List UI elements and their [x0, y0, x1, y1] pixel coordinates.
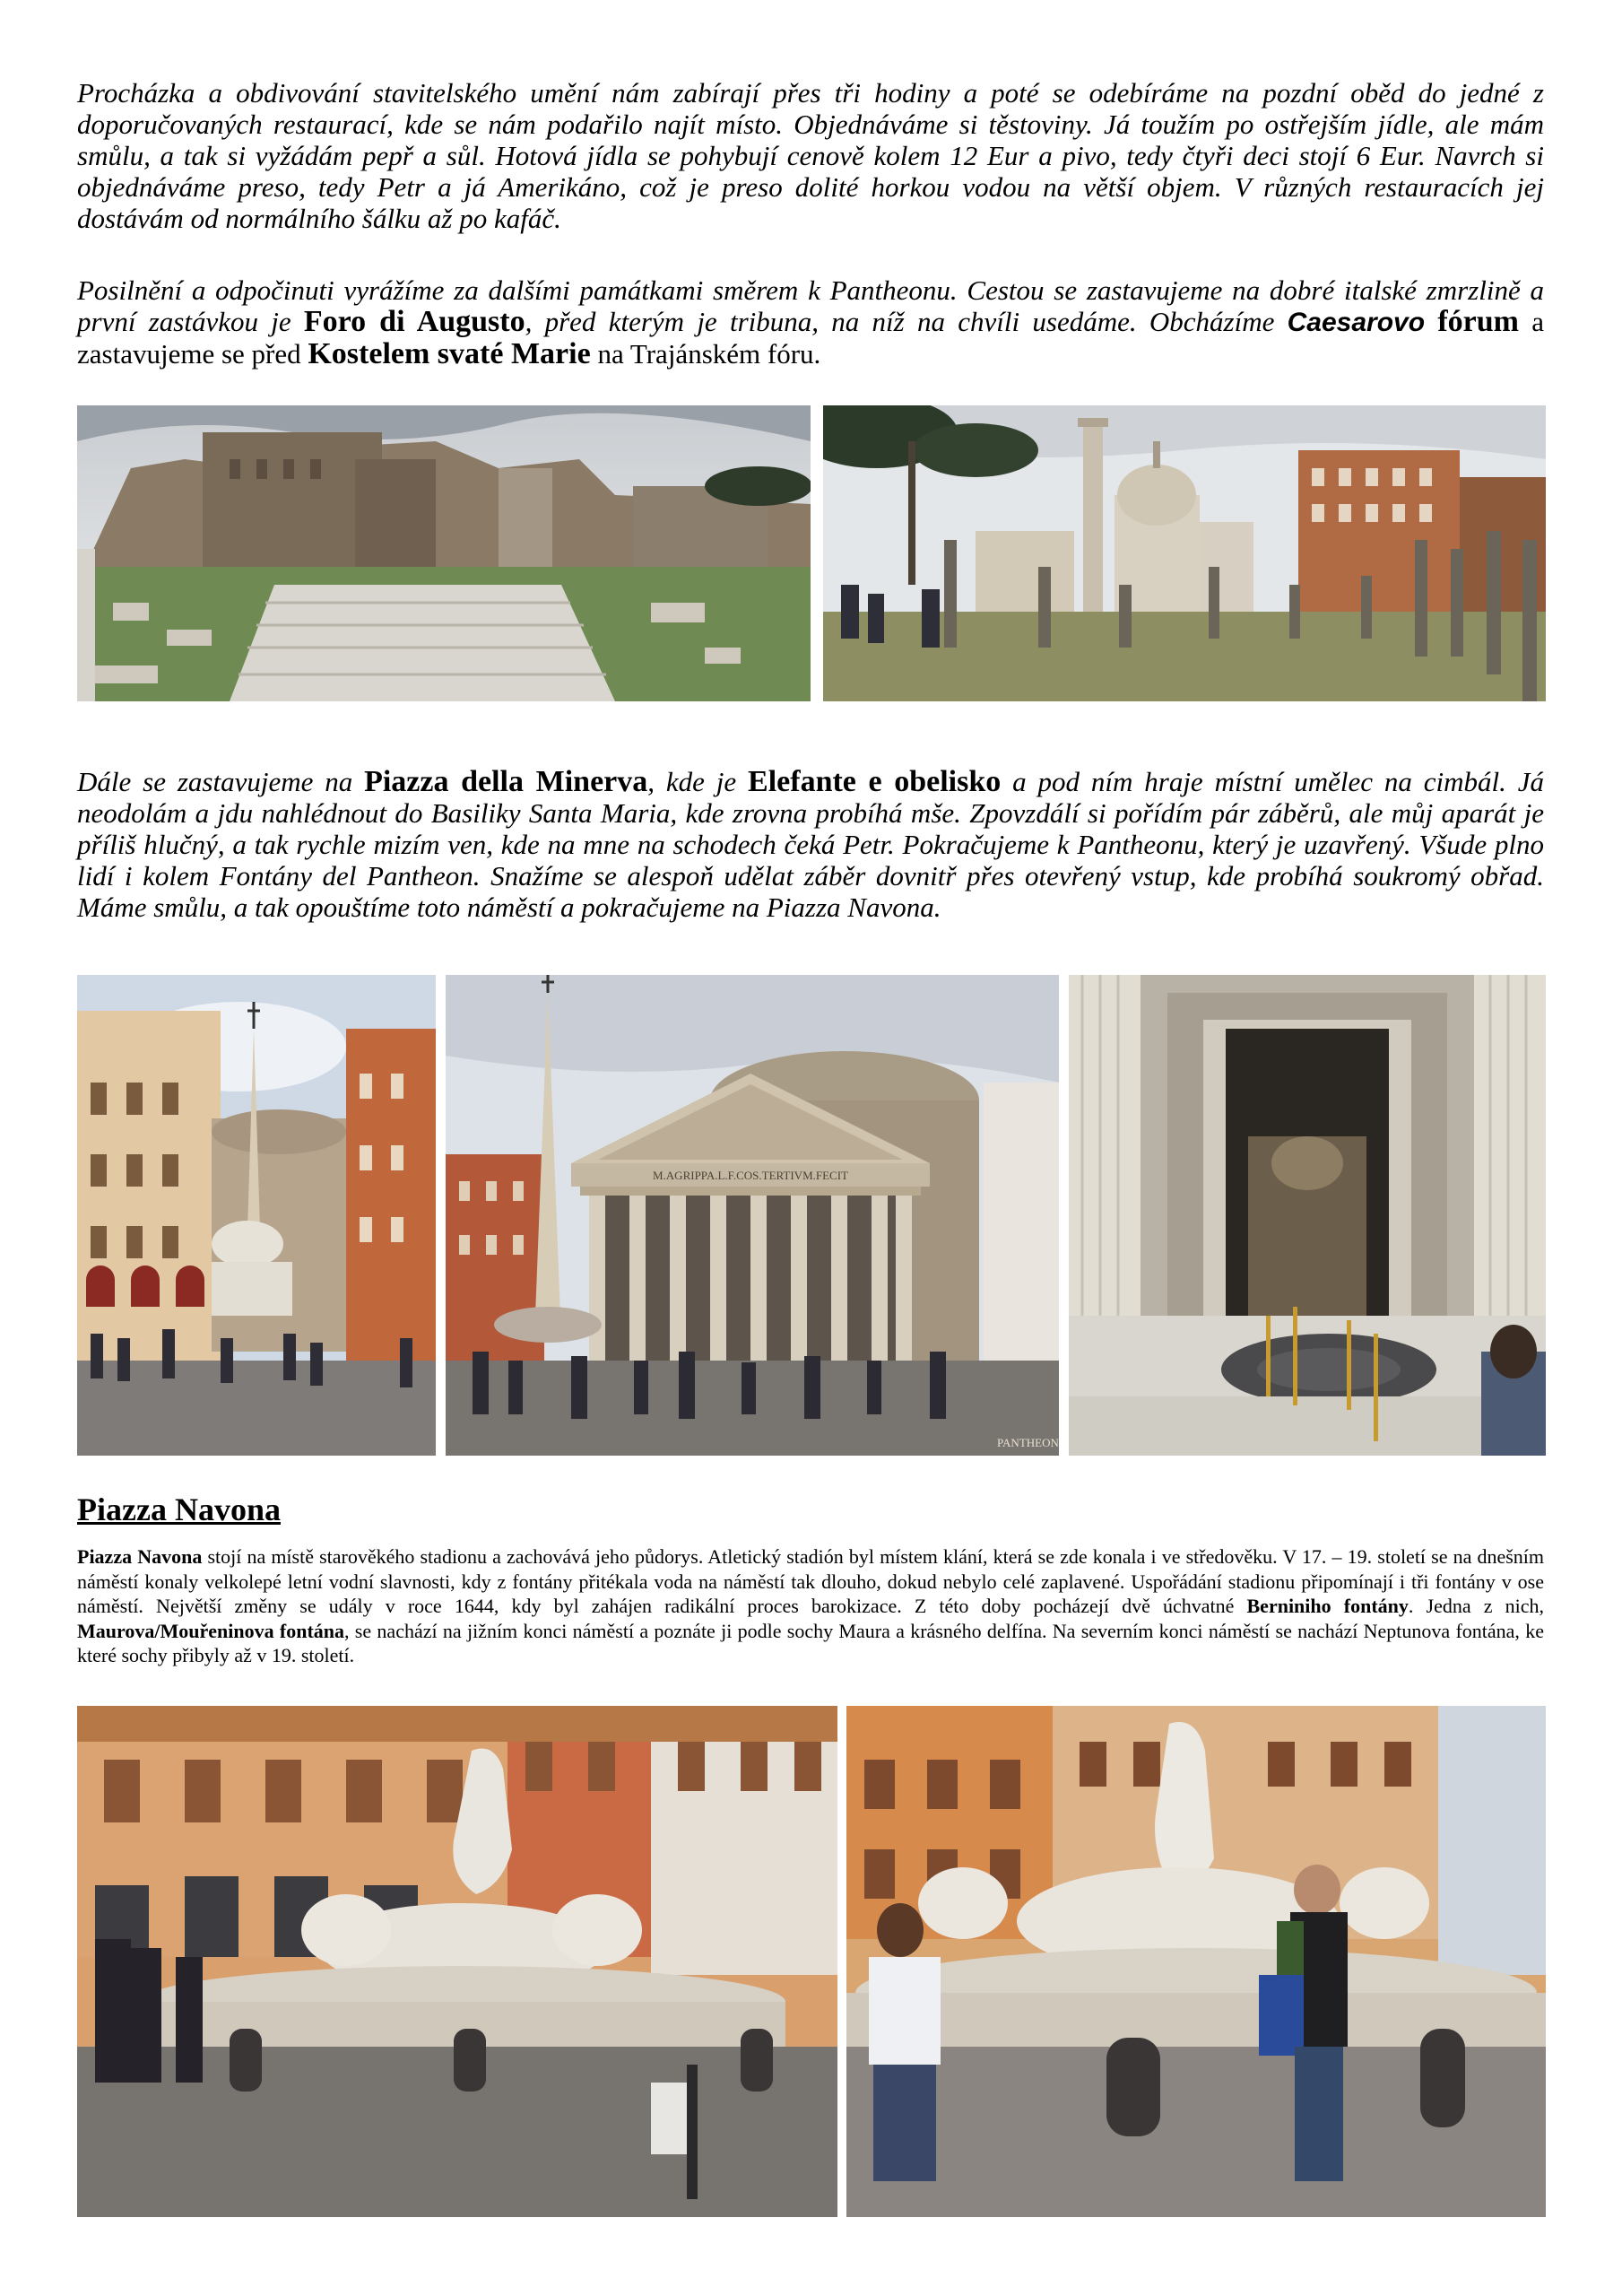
photo-fontana-del-moro — [77, 1706, 837, 2217]
text-run: Dále se zastavujeme na — [77, 766, 365, 797]
text-run: , před kterým je tribuna, na níž na chvíli usedáme. Obcházíme — [525, 306, 1288, 337]
text-run: , kde je — [647, 766, 749, 797]
bold-foro-di-augusto: Foro di Augusto — [303, 305, 525, 338]
photo-foro-di-augusto — [77, 405, 811, 701]
photo-watermark: PANTHEON — [997, 1436, 1059, 1449]
bold-berniniho-fontany: Berniniho fontány — [1246, 1595, 1409, 1617]
text-run: Posilnění a odpočinuti vyrážíme za dalšími památkami směrem k Pantheonu. Cestou se zastavujeme na dobré italské zmrzlině a první zastávkou je — [77, 274, 1544, 337]
text-run: na Trajánském fóru. — [590, 338, 821, 370]
paragraph-minerva — [77, 766, 1544, 923]
photo-trajan-forum — [823, 405, 1546, 701]
paragraph-lunch: Procházka a obdivování stavitelského umění nám zabírají přes tři hodiny a poté se odebíráme na pozdní oběd do jedné z doporučovaných restaurací, kde se nám podařilo najít místo. Objednáváme si těstoviny. Já toužím po ostřejším jídle, ale mám smůlu, a tak si vyžádám pepř a sůl. Hotová jídla se pohybují cenově kolem 12 Eur a pivo, tedy čtyři deci stojí 6 Eur. Navrch si objednáváme preso, tedy Petr a já Amerikáno, což je preso dolité horkou vodou na větší objem. V různých restauracích jej dostávám od normálního šálku až po kafáč. — [77, 77, 1544, 234]
bold-caesarovo: Caesarovo — [1287, 308, 1426, 337]
text-run: a zastavujeme se před — [77, 306, 1545, 370]
text-run: , se nachází na jižním konci náměstí a poznáte ji podle sochy Maura a krásného delfína. Na severním konci náměstí se nachází Neptunova fontána, ke které sochy přibyly až v 19. století. — [77, 1619, 1544, 1666]
pantheon-inscription: M.AGRIPPA.L.F.COS.TERTIVM.FECIT — [652, 1169, 849, 1182]
text-run: . Jedna z nich, — [1408, 1595, 1545, 1617]
section-title: Piazza Navona — [77, 1492, 281, 1527]
paragraph-forum — [77, 274, 1544, 370]
photo-fontana-del-nettuno — [846, 1706, 1546, 2217]
photo-pantheon-entrance — [1069, 975, 1546, 1456]
bold-elefante-e-obelisko: Elefante e obelisko — [748, 765, 1002, 798]
text-run: a pod ním hraje místní umělec na cimbál. Já neodolám a jdu nahlédnout do Basiliky Santa Maria, kde zrovna probíhá mše. Zpovzdálí si pořídím pár záběrů, ale můj aparát je příliš hlučný, a tak rychle mizím ven, kde na mne na schodech čeká Petr. Pokračujeme k Pantheonu, který je uzavřený. Všude plno lidí i kolem Fontány del Pantheon. Snažíme se alespoň udělat záběr dovnitř přes otevřený vstup, kde probíhá soukromý obřad. Máme smůlu, a tak opouštíme toto náměstí a pokračujeme na Piazza Navona. — [77, 766, 1545, 923]
section-description — [77, 1544, 1544, 1668]
bold-forum: fórum — [1437, 305, 1519, 338]
photo-pantheon — [446, 975, 1059, 1456]
bold-piazza-navona: Piazza Navona — [77, 1545, 203, 1568]
bold-kostel-svate-marie: Kostelem svaté Marie — [308, 337, 591, 370]
text-run: stojí na místě starověkého stadionu a zachovává jeho půdorys. Atletický stadión byl místem klání, která se zde konala i ve středověku. V 17. – 19. století se na dnešním náměstí konaly velkolepé letní vodní slavnosti, kdy z fontány přitékala voda na náměstí tak dlouho, dokud nebylo celé zaplavené. Uspořádání stadionu připomínají i tři fontány v ose náměstí. Největší změny se udály v roce 1644, kdy byl zahájen radikální proces barokizace. Z této doby pocházejí dvě úchvatné — [77, 1545, 1545, 1617]
bold-piazza-della-minerva: Piazza della Minerva — [364, 765, 648, 798]
bold-maurova-fontana: Maurova/Mouřeninova fontána — [77, 1619, 345, 1642]
photo-elefante-obelisko — [77, 975, 436, 1456]
